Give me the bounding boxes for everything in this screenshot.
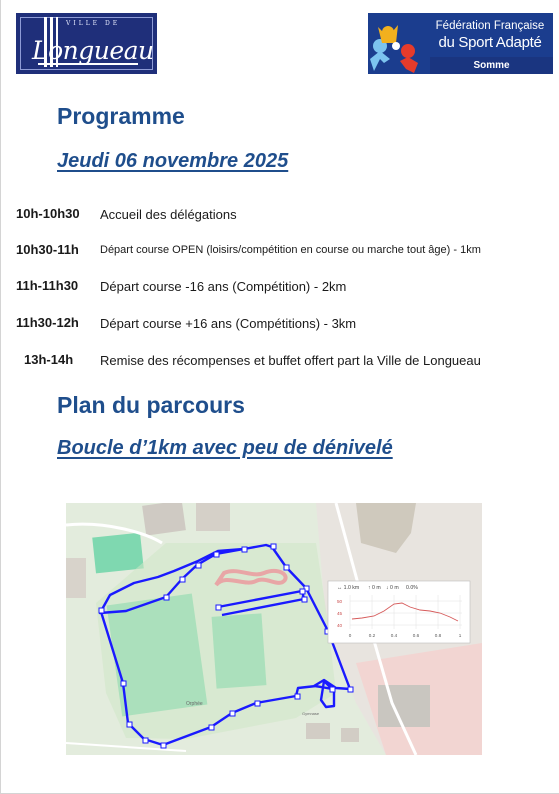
parcours-title: Plan du parcours — [57, 392, 245, 418]
schedule-time: 10h-10h30 — [16, 206, 80, 221]
map-label: Gymnase — [302, 711, 320, 716]
parcours-subtitle: Boucle d’1km avec peu de dénivelé — [57, 437, 393, 459]
route-map-image — [66, 503, 482, 755]
schedule-time: 11h30-12h — [16, 315, 79, 330]
elevation-x-tick: 0.2 — [368, 633, 376, 638]
longueau-logo — [16, 13, 157, 74]
programme-title: Programme — [57, 103, 185, 129]
ffsa-logo — [368, 13, 553, 74]
elevation-loss: ↓ 0 m — [386, 585, 399, 591]
schedule-description: Accueil des délégations — [100, 207, 237, 222]
elevation-grade: 0.0% — [406, 585, 418, 591]
elevation-distance: ↔ 1.0 km — [337, 585, 360, 591]
elevation-x-tick: 0.4 — [390, 633, 398, 638]
logo-small-text: VILLE DE — [66, 20, 121, 27]
map-label: Orphée — [186, 701, 203, 707]
programme-date: Jeudi 06 novembre 2025 — [57, 150, 289, 172]
elevation-panel — [328, 581, 470, 643]
route-map — [66, 503, 482, 755]
elevation-x-tick: 1 — [458, 633, 462, 638]
schedule-time: 11h-11h30 — [16, 278, 79, 293]
schedule-description: Remise des récompenses et buffet offert part la Ville de Longueau — [100, 353, 481, 368]
schedule-description: Départ course OPEN (loisirs/compétition en course ou marche tout âge) - 1km — [100, 244, 481, 256]
schedule-description: Départ course -16 ans (Compétition) - 2km — [100, 279, 347, 294]
elevation-y-tick: 40 — [337, 623, 343, 628]
ffsa-figures-icon — [368, 13, 428, 74]
schedule-time: 13h-14h — [24, 352, 74, 367]
ffsa-line3: Somme — [430, 57, 553, 74]
elevation-x-tick: 0.6 — [412, 633, 420, 638]
schedule-time: 10h30-11h — [16, 242, 79, 257]
schedule-description: Départ course +16 ans (Compétitions) - 3km — [100, 316, 357, 331]
elevation-y-tick: 50 — [337, 599, 343, 604]
elevation-gain: ↑ 0 m — [368, 585, 381, 591]
elevation-x-tick: 0 — [348, 633, 352, 638]
ffsa-line2: du Sport Adapté — [438, 34, 542, 51]
elevation-x-tick: 0.8 — [434, 633, 442, 638]
elevation-y-tick: 45 — [337, 611, 343, 616]
ffsa-line1: Fédération Française — [435, 20, 545, 32]
logo-name: Longueau — [32, 36, 154, 65]
